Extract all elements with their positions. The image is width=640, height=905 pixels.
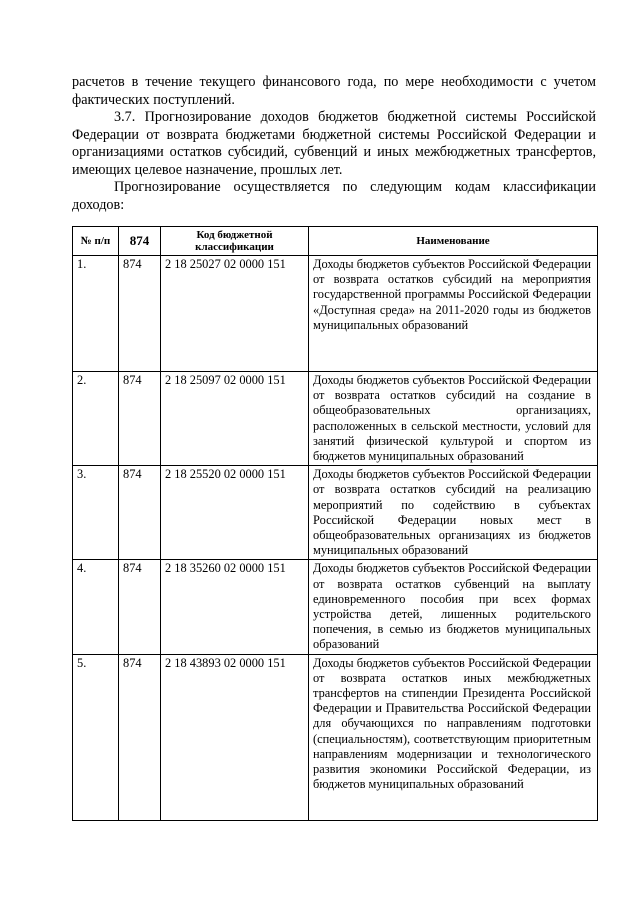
row-admin-code: 874 xyxy=(119,372,161,466)
row-number: 5. xyxy=(73,654,119,820)
row-admin-code: 874 xyxy=(119,466,161,560)
row-budget-code: 2 18 25097 02 0000 151 xyxy=(161,372,309,466)
row-name: Доходы бюджетов субъектов Российской Федерации от возврата остатков субсидий на создание в общеобразовательных организациях, расположенных в сельской местности, условий для занятий физической культурой и спортом из бюджетов муниципальных образований xyxy=(309,372,598,466)
row-number: 3. xyxy=(73,466,119,560)
paragraph-continuation: расчетов в течение текущего финансового года, по мере необходимости с учетом фактических поступлений. xyxy=(72,74,596,108)
row-name: Доходы бюджетов субъектов Российской Федерации от возврата остатков субсидий на мероприятия государственной программы Российской Федерации «Доступная среда» на 2011-2020 годы из бюджетов муниципальных образований xyxy=(309,256,598,372)
header-number: № п/п xyxy=(73,227,119,256)
header-budget-code: Код бюджетной классификации xyxy=(161,227,309,256)
classification-table xyxy=(72,226,598,821)
header-admin-code: 874 xyxy=(119,227,161,256)
row-budget-code: 2 18 25520 02 0000 151 xyxy=(161,466,309,560)
header-name: Наименование xyxy=(309,227,598,256)
paragraph-codes-intro: Прогнозирование осуществляется по следующим кодам классификации доходов: xyxy=(72,179,596,213)
row-admin-code: 874 xyxy=(119,560,161,654)
table-header-row xyxy=(73,227,598,256)
row-name: Доходы бюджетов субъектов Российской Федерации от возврата остатков субсидий на реализацию мероприятий по содействию в субъектах Российской Федерации новых мест в общеобразовательных организациях из бюджетов муниципальных образований xyxy=(309,466,598,560)
row-budget-code: 2 18 35260 02 0000 151 xyxy=(161,560,309,654)
row-budget-code: 2 18 25027 02 0000 151 xyxy=(161,256,309,372)
row-number: 1. xyxy=(73,256,119,372)
document-text xyxy=(72,74,596,214)
row-admin-code: 874 xyxy=(119,654,161,820)
table-row xyxy=(73,654,598,820)
table-row xyxy=(73,256,598,372)
table-row xyxy=(73,372,598,466)
paragraph-section-3-7: 3.7. Прогнозирование доходов бюджетов бюджетной системы Российской Федерации от возврата бюджетами бюджетной системы Российской Федерации и организациями остатков субсидий, субвенций и иных межбюджетных трансфертов, имеющих целевое назначение, прошлых лет. xyxy=(72,109,596,178)
row-budget-code: 2 18 43893 02 0000 151 xyxy=(161,654,309,820)
table-row xyxy=(73,466,598,560)
row-number: 4. xyxy=(73,560,119,654)
table-row xyxy=(73,560,598,654)
row-admin-code: 874 xyxy=(119,256,161,372)
row-name: Доходы бюджетов субъектов Российской Федерации от возврата остатков субвенций на выплату единовременного пособия при всех формах устройства детей, лишенных родительского попечения, в семью из бюджетов муниципальных образований xyxy=(309,560,598,654)
row-number: 2. xyxy=(73,372,119,466)
row-name: Доходы бюджетов субъектов Российской Федерации от возврата остатков иных межбюджетных трансфертов на стипендии Президента Российской Федерации и Правительства Российской Федерации для обучающихся по направлениям подготовки (специальностям), соответствующим приоритетным направлениям модернизации и технологического развития экономики Российской Федерации, из бюджетов муниципальных образований xyxy=(309,654,598,820)
